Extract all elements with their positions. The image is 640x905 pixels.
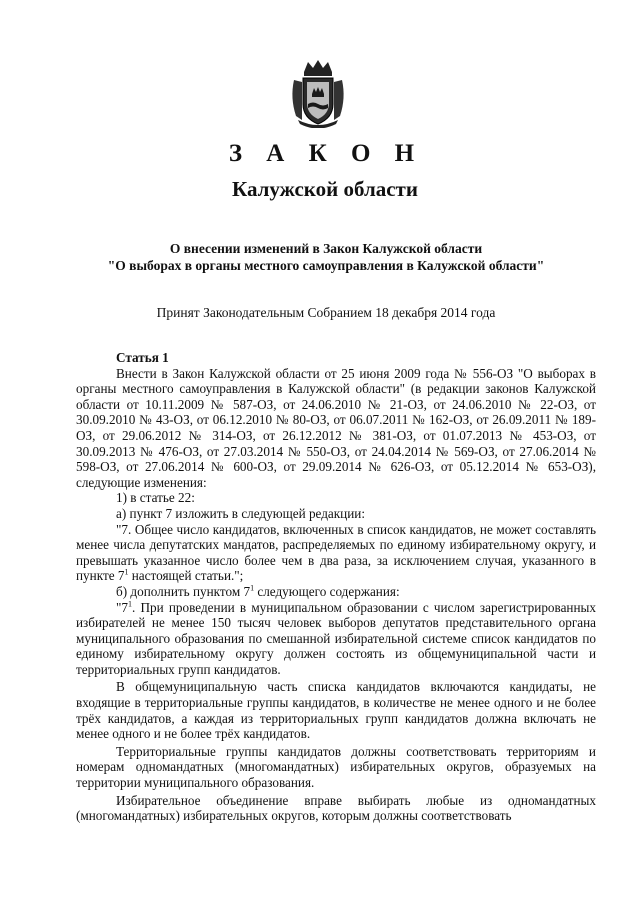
article-1 [76, 350, 596, 824]
general-part-paragraph: В общемуниципальную часть списка кандидатов включаются кандидаты, не входящие в территориальные группы кандидатов, в количестве не менее одного и не более трёх кандидатов, а каждая из территориальных групп кандидатов должна включать не менее одного и не более трёх кандидатов. [76, 679, 596, 742]
item-b-superscript: 1 [250, 583, 255, 593]
kaluga-coat-of-arms-icon [288, 58, 348, 128]
law-title: З А К О Н [228, 140, 424, 167]
point-7-1-superscript: 1 [127, 599, 132, 609]
article-heading: Статья 1 [116, 350, 169, 365]
point-7-1-body: . При проведении в муниципальном образовании с числом зарегистрированных избирателей не менее 150 тысяч человек выборов депутатов представительного органа муниципального образования по смешанной избирательной системе список кандидатов по единому избирательному округу должен состоять из общемуниципальной части и территориальных групп кандидатов. [76, 599, 596, 677]
point-7-superscript: 1 [124, 567, 129, 577]
item-a: а) пункт 7 изложить в следующей редакции: [116, 505, 366, 521]
point-7-text [76, 522, 596, 584]
article-intro: Внести в Закон Калужской области от 25 июня 2009 года № 556-ОЗ "О выборах в органы местного самоуправления в Калужской области" (в редакции законов Калужской области от 10.11.2009 № 587-ОЗ, от 24.06.2010 № 21-ОЗ, от 24.06.2010 № 22-ОЗ, от 30.09.2010 № 43-ОЗ, от 06.12.2010 № 80-ОЗ, от 06.07.2011 № 162-ОЗ, от 26.09.2011 № 189-ОЗ, от 29.06.2012 № 314-ОЗ, от 26.12.2012 № 381-ОЗ, от 01.07.2013 № 453-ОЗ, от 30.09.2013 № 476-ОЗ, от 27.03.2014 № 550-ОЗ, от 24.04.2014 № 569-ОЗ, от 27.06.2014 № 598-ОЗ, от 27.06.2014 № 600-ОЗ, от 29.09.2014 № 626-ОЗ, от 05.12.2014 № 653-ОЗ), следующие изменения: [76, 365, 596, 490]
item-b [76, 584, 596, 600]
adoption-note: Принят Законодательным Собранием 18 декабря 2014 года [156, 305, 496, 320]
law-subject-line-2: "О выборах в органы местного самоуправления в Калужской области" [107, 258, 545, 273]
point-7-body: "7. Общее число кандидатов, включенных в список кандидатов, не может составлять менее числа депутатских мандатов, распределяемых по единому избирательному округу, и превышать указанное число более чем в два раза, за исключением случая, указанного в пункте 7 [76, 521, 596, 584]
item-b-body: б) дополнить пунктом 7 [116, 583, 251, 599]
law-subject [0, 240, 640, 274]
law-subject-line-1: О внесении изменений в Закон Калужской области [169, 241, 483, 256]
territorial-groups-paragraph: Территориальные группы кандидатов должны соответствовать территориям и номерам одномандатных (многомандатных) избирательных округов, образуемых на территории муниципального образования. [76, 743, 596, 791]
point-7-tail: настоящей статьи."; [128, 568, 244, 584]
region-title: Калужской области [232, 177, 418, 201]
item-b-tail: следующего содержания: [254, 583, 400, 599]
electoral-association-paragraph: Избирательное объединение вправе выбирать любые из одномандатных (многомандатных) избирательных округов, которым должны соответствовать [76, 792, 596, 824]
point-7-1-prefix: "7 [116, 599, 128, 615]
point-7-1-text [76, 600, 596, 678]
item-1: 1) в статье 22: [116, 490, 195, 506]
